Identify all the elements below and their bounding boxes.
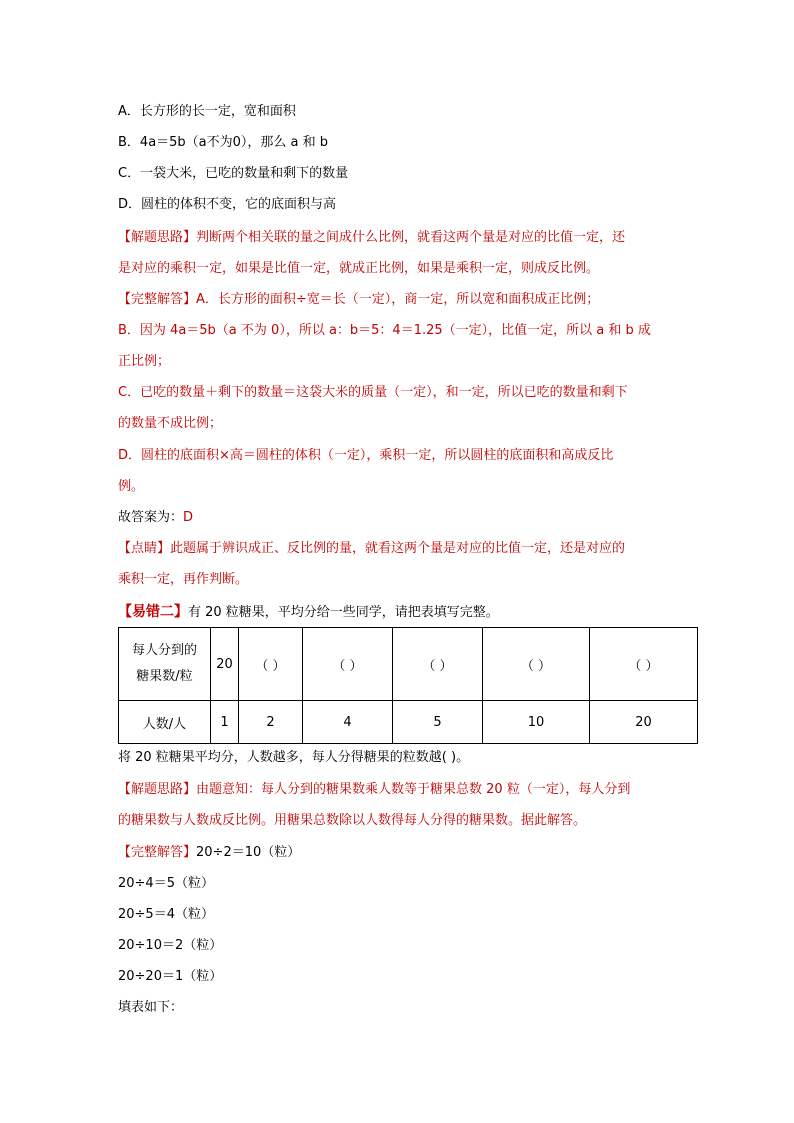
fill-blank-question: 将 20 粒糖果平均分，人数越多，每人分得糖果的粒数越( )。 [118,750,470,765]
table-blank-cell[interactable]: （ ） [483,628,590,701]
header-line-1: 每人分到的 [131,643,197,658]
answer-line-c2: 的数量不成比例； [118,416,223,431]
analysis-line-1 [118,228,625,248]
table-cell: 20 [590,701,698,744]
table-blank-cell[interactable]: （ ） [239,628,303,701]
table-row-people [119,701,698,744]
problem2-tag: 【易错二】 [118,604,188,620]
analysis2-text: 由题意知：每人分到的糖果数乘人数等于糖果总数 20 粒（一定），每人分到 [196,782,631,797]
problem2-text: 有 20 粒糖果，平均分给一些同学，请把表填写完整。 [188,605,499,620]
table-row-candies [119,628,698,701]
answer-line-d1: D．圆柱的底面积×高＝圆柱的体积（一定），乘积一定，所以圆柱的底面积和高成反比 [118,448,614,463]
comment-text: 此题属于辨识成正、反比例的量，就看这两个量是对应的比值一定，还是对应的 [170,541,626,556]
candy-table [118,627,698,744]
answer-line-b2: 正比例； [118,354,171,369]
comment-tag: 【点睛】 [118,541,171,556]
table-cell: 20 [211,628,239,701]
problem2-line [118,602,499,623]
table-cell: 10 [483,701,590,744]
option-d: D．圆柱的体积不变，它的底面积与高 [118,197,337,212]
table-blank-cell[interactable]: （ ） [393,628,483,701]
table-cell: 5 [393,701,483,744]
equation-2: 20÷4＝5（粒） [118,876,214,891]
analysis2-tag: 【解题思路】 [118,782,197,797]
analysis-tag: 【解题思路】 [118,230,197,245]
fill-table-footer: 填表如下： [118,1000,184,1015]
answer-line-d2: 例。 [118,479,145,494]
option-a: A．长方形的长一定，宽和面积 [118,104,296,119]
header-line-2: 糖果数/粒 [136,669,193,684]
comment-line-1 [118,539,625,559]
option-b: B．4a＝5b（a不为0），那么 a 和 b [118,135,329,150]
answer2-tag: 【完整解答】 [118,845,197,860]
equation-1: 20÷2＝10（粒） [196,845,301,860]
answer-line-b1: B．因为 4a＝5b（a 不为 0），所以 a：b＝5：4＝1.25（一定），比值一定，所以 a 和 b 成 [118,323,651,338]
answer-tag: 【完整解答】 [118,292,197,307]
answer-a-text: A．长方形的面积÷宽＝长（一定），商一定，所以宽和面积成正比例； [196,292,600,307]
analysis2-line-2: 的糖果数与人数成反比例。用糖果总数除以人数得每人分得的糖果数。据此解答。 [118,813,587,828]
table-blank-cell[interactable]: （ ） [303,628,393,701]
analysis2-line-1 [118,780,630,800]
answer-line-a [118,290,599,310]
table-header-candies [119,628,211,701]
table-cell: 2 [239,701,303,744]
conclusion-label: 故答案为： [118,510,184,525]
answer-line-c1: C．已吃的数量＋剩下的数量＝这袋大米的质量（一定），和一定，所以已吃的数量和剩下 [118,385,628,400]
equation-3: 20÷5＝4（粒） [118,907,214,922]
equation-4: 20÷10＝2（粒） [118,938,223,953]
answer2-line-1 [118,843,300,863]
table-header-people: 人数/人 [119,701,211,744]
conclusion-line [118,508,193,528]
table-blank-cell[interactable]: （ ） [590,628,698,701]
table-cell: 1 [211,701,239,744]
option-c: C．一袋大米，已吃的数量和剩下的数量 [118,166,349,181]
analysis-text: 判断两个相关联的量之间成什么比例，就看这两个量是对应的比值一定，还 [196,230,626,245]
conclusion-value: D [183,510,194,525]
comment-line-2: 乘积一定，再作判断。 [118,572,249,587]
table-cell: 4 [303,701,393,744]
equation-5: 20÷20＝1（粒） [118,969,223,984]
analysis-line-2: 是对应的乘积一定，如果是比值一定，就成正比例，如果是乘积一定，则成反比例。 [118,261,600,276]
